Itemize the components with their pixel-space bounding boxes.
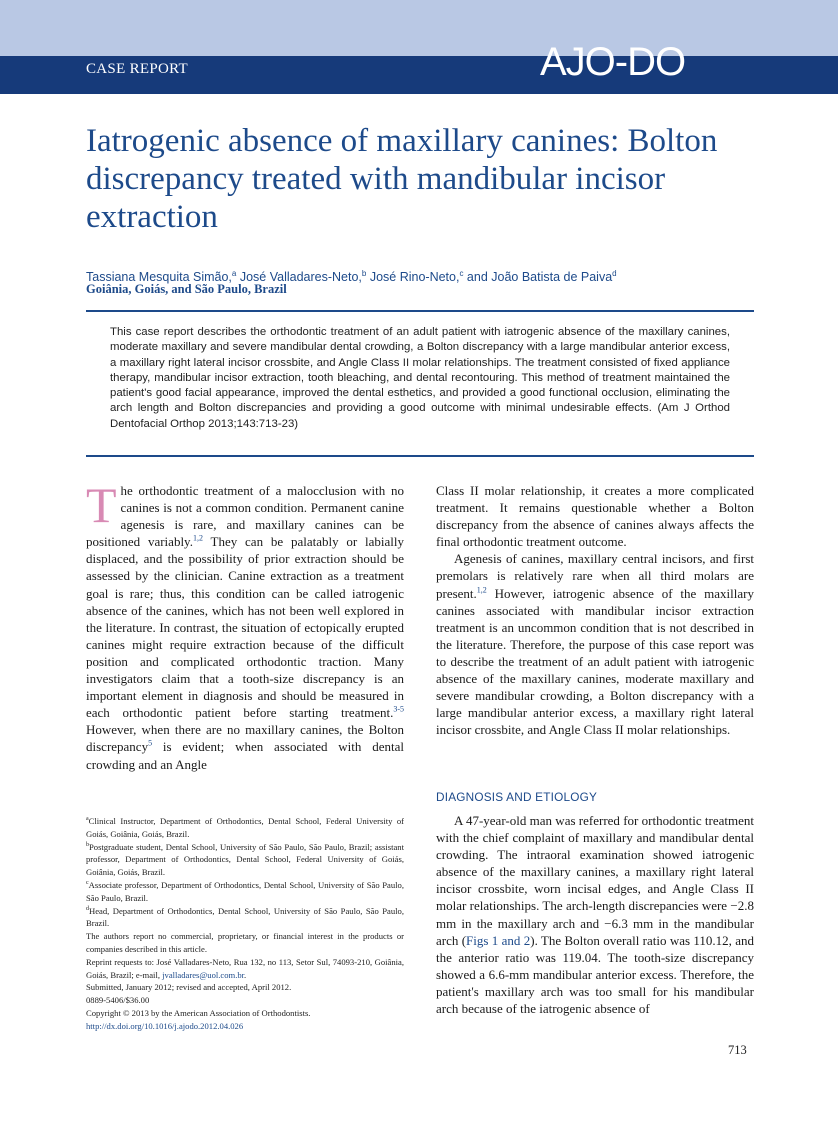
footnotes xyxy=(86,815,404,1033)
citation-link[interactable]: 5 xyxy=(148,739,153,749)
article-title: Iatrogenic absence of maxillary canines: Bolton discrepancy treated with mandibular incisor extraction xyxy=(86,123,718,235)
footnote-mark: b xyxy=(86,841,89,848)
affiliation-mark: b xyxy=(361,269,367,278)
affiliation-mark: a xyxy=(231,269,237,278)
section-heading: DIAGNOSIS AND ETIOLOGY xyxy=(436,790,598,804)
citation-link[interactable]: 1,2 xyxy=(476,585,487,595)
submission-dates: Submitted, January 2012; revised and accepted, April 2012. xyxy=(86,982,292,993)
footnote-text: Head, Department of Orthodontics, Dental School, University of São Paulo, São Paulo, Brazil. xyxy=(86,905,404,929)
text-run: ). The Bolton overall ratio was 110.12, and the anterior ratio was 119.04. The tooth-size discrepancy showed a 6.6-mm mandibular anterior excess. Therefore, the patient's maxillary arch was too small for his mandibular arch because of the iatrogenic absence of xyxy=(436,932,755,1017)
text-run: Agenesis of canines, maxillary central incisors, and first premolars is relatively rare when all third molars are present. xyxy=(436,551,754,601)
affiliation-mark: c xyxy=(459,269,464,278)
text-run: However, when there are no maxillary canines, the Bolton discrepancy xyxy=(86,722,404,755)
doi-link[interactable]: http://dx.doi.org/10.1016/j.ajodo.2012.04.026 xyxy=(86,1020,244,1031)
page-number: 713 xyxy=(728,1043,747,1057)
text-run: he orthodontic treatment of a malocclusion with no canines is not a common condition. Permanent canine agenesis is rare, and maxillary canines can be positioned variably. xyxy=(86,483,404,550)
body-paragraph xyxy=(436,550,754,738)
footnote-mark: d xyxy=(86,905,89,912)
abstract-text: This case report describes the orthodontic treatment of an adult patient with iatrogenic absence of the maxillary canines, moderate maxillary and severe mandibular dental crowding, a Bolton discrepancy with a large mandibular anterior excess, a maxillary right lateral incisor crossbite, and Angle Class II molar relationships. The treatment consisted of fixed appliance therapy, mandibular incisor extraction, tooth bleaching, and dental recontouring. This method of treatment maintained the patient's good facial appearance, improved the dental esthetics, and provided a good functional occlusion, eliminating the arch length and Bolton discrepancies and providing a good outcome with minimal undesirable effects. (Am J Orthod Dentofacial Orthop 2013;143:713-23) xyxy=(110,326,730,430)
body-column-left xyxy=(86,477,404,773)
abstract-top-rule xyxy=(86,310,754,312)
affiliation-footnote xyxy=(86,841,404,879)
body-paragraph xyxy=(436,812,754,1017)
body-paragraph: Class II molar relationship, it creates a more complicated treatment. It remains questionable whether a Bolton discrepancy from the absence of canines always affects the final orthodontic treatment outcome. xyxy=(436,483,754,550)
citation-link[interactable]: 3-5 xyxy=(393,704,404,714)
footnote-text: Clinical Instructor, Department of Orthodontics, Dental School, Federal University of Goiás, Goiânia, Goiás, Brazil. xyxy=(86,816,404,839)
body-column-right xyxy=(436,482,754,738)
footnote-mark: a xyxy=(86,816,89,823)
author-name[interactable]: José Valladares-Neto, xyxy=(236,270,362,285)
text-run: A 47-year-old man was referred for orthodontic treatment with the chief complaint of maxillary and mandibular dental crowding. The intraoral examination showed iatrogenic absence of the maxillary canines, a maxillary right lateral incisor crossbite, worn incisal edges, and Angle Class II molar relationships. The arch-length discrepancies were −2.8 mm in the maxillary arch and −6.3 mm in the mandibular arch ( xyxy=(436,813,754,948)
affiliation-footnote xyxy=(86,879,404,905)
footnote-mark: c xyxy=(86,880,89,887)
reprint-requests xyxy=(86,956,404,982)
text-run: Reprint requests to: José Valladares-Neto, Rua 132, no 113, Setor Sul, 74093-210, Goiânia, Goiás, Brazil; e-mail, xyxy=(86,956,404,980)
body-column-right-lower xyxy=(436,812,754,1017)
affiliation-footnote xyxy=(86,815,404,841)
affiliation-footnote xyxy=(86,905,404,931)
citation-link[interactable]: 1,2 xyxy=(192,533,203,543)
intro-paragraph xyxy=(86,477,404,773)
author-name[interactable]: Tassiana Mesquita Simão, xyxy=(86,270,232,285)
abstract-bottom-rule xyxy=(86,455,754,457)
author-name[interactable]: José Rino-Neto, xyxy=(366,270,460,285)
disclosure-note: The authors report no commercial, proprietary, or financial interest in the products or companies described in this article. xyxy=(86,931,404,954)
section-label: CASE REPORT xyxy=(86,61,189,77)
email-link[interactable]: jvalladares@uol.com.br xyxy=(162,969,245,980)
header-top-band xyxy=(0,0,838,56)
journal-logo: AJO-DO xyxy=(540,40,686,84)
text-run: . xyxy=(244,969,247,980)
author-name[interactable]: and João Batista de Paiva xyxy=(463,270,613,285)
text-run: However, iatrogenic absence of the maxillary canines associated with mandibular incisor extraction treatment is an uncommon condition that is not described in the literature. Therefore, the purpose of this case report was to describe the treatment of an adult patient with iatrogenic absence of the maxillary canines, moderate maxillary and severe mandibular crowding, a Bolton discrepancy with a large mandibular anterior excess, a maxillary right lateral incisor crossbite, and Angle Class II molar relationships. xyxy=(436,585,754,738)
figure-link[interactable]: Figs 1 and 2 xyxy=(466,932,531,948)
text-run: is evident; when associated with dental crowding and an Angle xyxy=(86,739,404,772)
footnote-text: Postgraduate student, Dental School, University of São Paulo, São Paulo, Brazil; assistant professor, Department of Orthodontics, Dental School, Federal University of Goiás, Goiânia, Goiás, Brazil. xyxy=(86,841,404,878)
text-run: They can be palatably or labially displaced, and the possibility of prior extraction should be assessed by the clinician. Canine extraction as a treatment goal is rare; thus, this condition can be called iatrogenic absence of the canines, which has not been well explored in the literature. In contrast, the situation of ectopically erupted canines might require extraction because of the difficult position and complicated orthodontic traction. Many investigators claim that a tooth-size discrepancy is an important element in diagnosis and should be measured in each orthodontic patient before starting treatment. xyxy=(86,534,404,721)
author-location: Goiânia, Goiás, and São Paulo, Brazil xyxy=(86,282,287,296)
affiliation-mark: d xyxy=(612,269,617,278)
issn: 0889-5406/$36.00 xyxy=(86,995,150,1006)
drop-cap: T xyxy=(86,477,117,533)
footnote-text: Associate professor, Department of Orthodontics, Dental School, University of São Paulo, São Paulo, Brazil. xyxy=(86,879,404,903)
copyright: Copyright © 2013 by the American Association of Orthodontists. xyxy=(86,1007,311,1018)
